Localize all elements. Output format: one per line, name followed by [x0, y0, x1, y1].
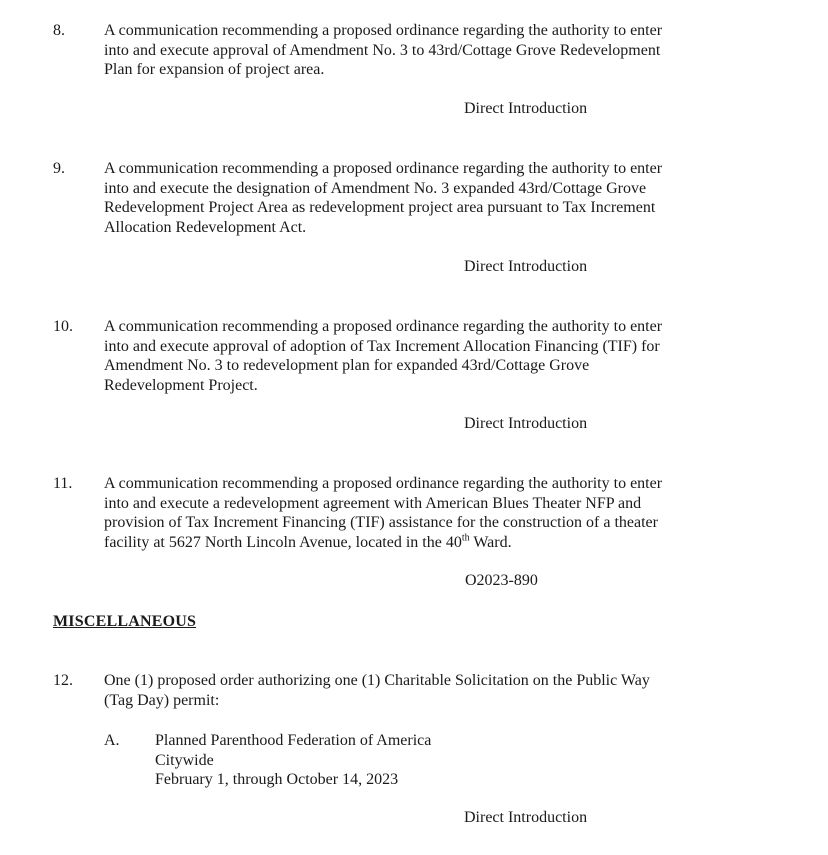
item-description: [104, 474, 724, 553]
item-10-action: Direct Introduction: [464, 415, 588, 432]
description-line: [104, 533, 724, 553]
description-line: Plan for expansion of project area.: [104, 61, 325, 79]
item-8-action: Direct Introduction: [464, 100, 588, 117]
description-line: into and execute approval of Amendment No. 3 to 43rd/Cottage Grove Redevelopment: [104, 41, 661, 59]
item-description: [104, 671, 724, 710]
section-heading: MISCELLANEOUS: [53, 613, 197, 630]
description-line: (Tag Day) permit:: [104, 691, 220, 709]
description-line: provision of Tax Increment Financing (TIF) assistance for the construction of a theater: [104, 514, 658, 532]
description-line: into and execute a redevelopment agreement with American Blues Theater NFP and: [104, 494, 642, 512]
date-range: February 1, through October 14, 2023: [155, 771, 399, 789]
description-line: Redevelopment Project Area as redevelopment project area pursuant to Tax Increment: [104, 199, 656, 217]
item-description: [104, 159, 724, 238]
line-text: facility at 5627 North Lincoln Avenue, located in the 40: [104, 534, 462, 552]
location: Citywide: [155, 751, 214, 769]
item-number: 12.: [53, 672, 73, 689]
item-number: 10.: [53, 318, 73, 335]
item-description: [104, 317, 724, 396]
description-line: One (1) proposed order authorizing one (1) Charitable Solicitation on the Public Way: [104, 672, 650, 689]
item-description: [104, 21, 724, 80]
line-text: Ward.: [469, 534, 512, 552]
description-line: A communication recommending a proposed ordinance regarding the authority to enter: [104, 475, 663, 492]
item-9-action: Direct Introduction: [464, 258, 588, 275]
organization-name: Planned Parenthood Federation of America: [155, 732, 432, 749]
item-number: 11.: [53, 475, 73, 492]
sub-item-letter: A.: [104, 732, 120, 749]
ordinal-suffix: th: [461, 532, 470, 544]
description-line: Redevelopment Project.: [104, 377, 258, 395]
item-number: 8.: [53, 22, 65, 39]
item-12-action: Direct Introduction: [464, 809, 588, 826]
description-line: Amendment No. 3 to redevelopment plan for expanded 43rd/Cottage Grove: [104, 357, 590, 375]
item-11-ordinance-number: O2023-890: [465, 572, 538, 589]
description-line: into and execute approval of adoption of Tax Increment Allocation Financing (TIF) for: [104, 337, 660, 355]
description-line: A communication recommending a proposed ordinance regarding the authority to enter: [104, 22, 663, 39]
description-line: into and execute the designation of Amendment No. 3 expanded 43rd/Cottage Grove: [104, 179, 647, 197]
sub-item-details: [155, 731, 431, 790]
description-line: A communication recommending a proposed ordinance regarding the authority to enter: [104, 318, 663, 335]
item-number: 9.: [53, 160, 65, 177]
description-line: Allocation Redevelopment Act.: [104, 219, 307, 237]
description-line: A communication recommending a proposed ordinance regarding the authority to enter: [104, 160, 663, 177]
